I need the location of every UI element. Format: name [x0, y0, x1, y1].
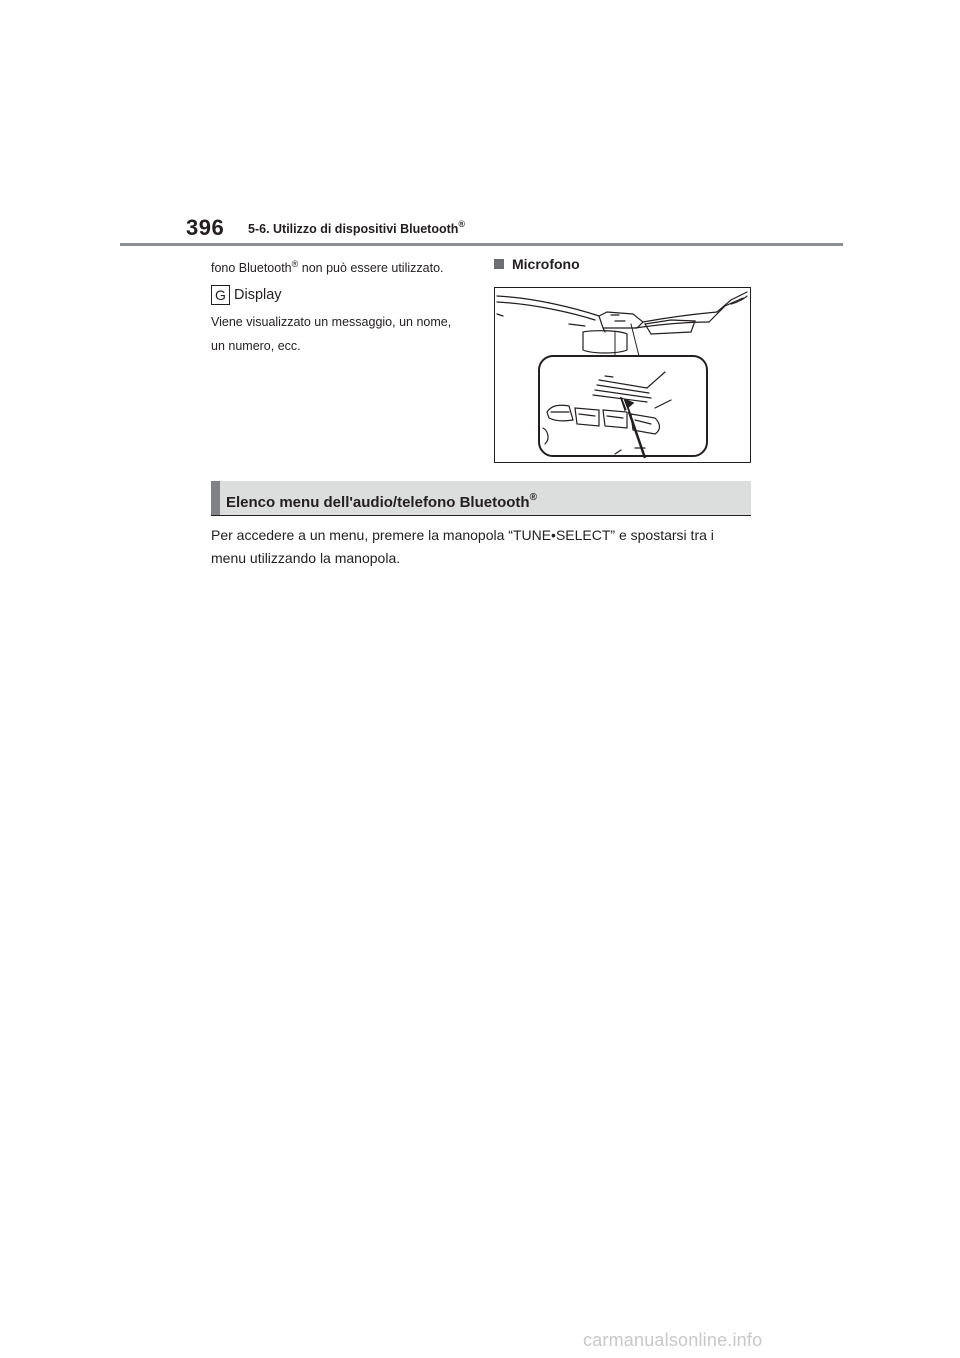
section-accent-bar [211, 481, 220, 515]
menu-section-title [226, 488, 537, 513]
display-label: Display [234, 287, 282, 303]
body-paragraph [211, 524, 751, 570]
menu-section-title-text: Elenco menu dell'audio/telefono Bluetooth [226, 494, 530, 511]
registered-mark: ® [291, 259, 299, 269]
square-bullet-icon [494, 259, 504, 269]
registered-mark: ® [458, 219, 466, 229]
display-description [211, 310, 466, 358]
bluetooth-note-pre: fono Bluetooth [211, 261, 292, 275]
body-line: menu utilizzando la manopola. [211, 550, 401, 566]
section-underline [211, 515, 751, 516]
microphone-heading [494, 255, 580, 273]
callout-label-g: G [211, 285, 230, 305]
display-description-line: Viene visualizzato un messaggio, un nome, [211, 315, 452, 329]
body-line: Per accedere a un menu, premere la manopola “TUNE•SELECT” e spostarsi tra i [211, 527, 714, 543]
microphone-heading-text: Microfono [512, 256, 580, 272]
display-description-line: un numero, ecc. [211, 339, 301, 353]
watermark: carmanualsonline.info [583, 1330, 763, 1350]
page-number: 396 [186, 215, 225, 240]
bluetooth-note-post: non può essere utilizzato. [298, 261, 444, 275]
section-header-text: 5-6. Utilizzo di dispositivi Bluetooth [248, 222, 459, 236]
bluetooth-note [211, 256, 444, 280]
microphone-illustration [494, 287, 751, 463]
section-header [248, 219, 465, 236]
microphone-illustration-drawing [495, 288, 750, 462]
registered-mark: ® [529, 492, 537, 503]
header-rule [120, 243, 843, 246]
